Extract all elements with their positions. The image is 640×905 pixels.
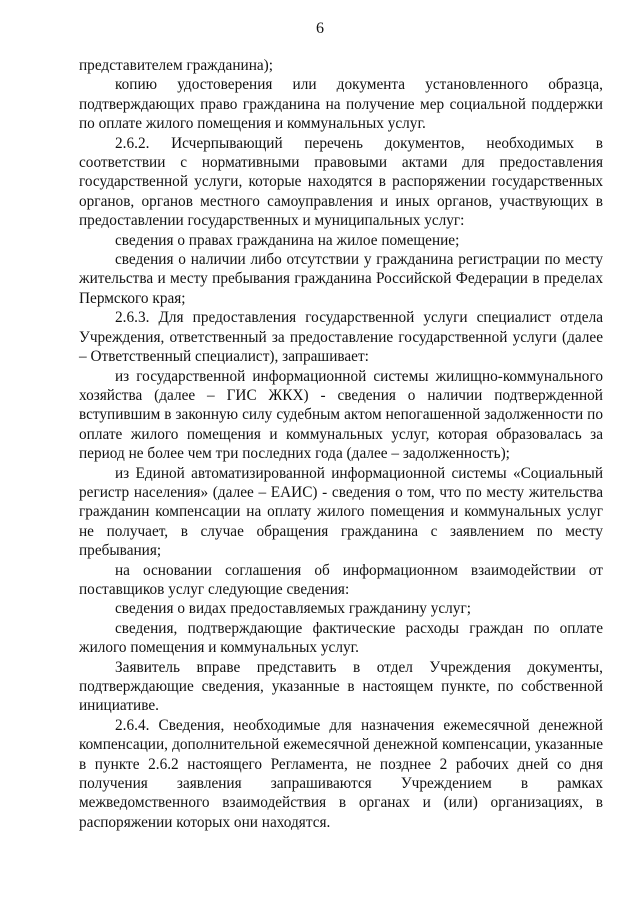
paragraph: на основании соглашения об информационном взаимодействии от поставщиков услуг следующие сведения: xyxy=(79,561,603,598)
paragraph: Заявитель вправе представить в отдел Учреждения документы, подтверждающие сведения, указанные в настоящем пункте, по собственной инициативе. xyxy=(79,658,603,715)
paragraph: из Единой автоматизированной информационной системы «Социальный регистр населения» (далее – ЕАИС) - сведения о том, что по месту жительства гражданин компенсации на оплату жилого помещения и коммунальных услуг не получает, в случае обращения гражданина с заявлением по месту пребывания; xyxy=(79,464,603,560)
paragraph: сведения о наличии либо отсутствии у гражданина регистрации по месту жительства и месту пребывания гражданина Российской Федерации в пределах Пермского края; xyxy=(79,251,603,307)
paragraph: копию удостоверения или документа установленного образца, подтверждающих право гражданина на получение мер социальной поддержки по оплате жилого помещения и коммунальных услуг. xyxy=(79,76,603,133)
paragraph: 2.6.4. Сведения, необходимые для назначения ежемесячной денежной компенсации, дополнительной ежемесячной денежной компенсации, указанные в пункте 2.6.2 настоящего Регламента, не позднее 2 рабочих дней со дня получения заявления запрашиваются Учреждением в рамках межведомственного взаимодействия в органах и (или) организациях, в распоряжении которых они находятся. xyxy=(79,716,603,831)
paragraph: сведения о правах гражданина на жилое помещение; xyxy=(115,231,460,249)
paragraph: 2.6.2. Исчерпывающий перечень документов, необходимых в соответствии с нормативными правовыми актами для предоставления государственной услуги, которые находятся в распоряжении государственных органов, органов местного самоуправления и иных органов, участвующих в предоставлении государственных и муниципальных услуг: xyxy=(79,134,603,230)
document-body xyxy=(79,56,603,832)
paragraph: из государственной информационной системы жилищно-коммунального хозяйства (далее – ГИС ЖКХ) - сведения о наличии подтвержденной вступившим в законную силу судебным актом непогашенной задолженности по оплате жилого помещения и коммунальных услуг, которая образовалась за период не более чем три последних года (далее – задолженность); xyxy=(79,367,603,463)
paragraph: сведения о видах предоставляемых гражданину услуг; xyxy=(115,600,471,618)
page-number: 6 xyxy=(316,20,324,37)
paragraph: сведения, подтверждающие фактические расходы граждан по оплате жилого помещения и коммунальных услуг. xyxy=(79,619,603,657)
paragraph: 2.6.3. Для предоставления государственной услуги специалист отдела Учреждения, ответственный за предоставление государственной услуги (далее – Ответственный специалист), запрашивает: xyxy=(79,309,603,366)
paragraph: представителем гражданина); xyxy=(79,57,274,74)
